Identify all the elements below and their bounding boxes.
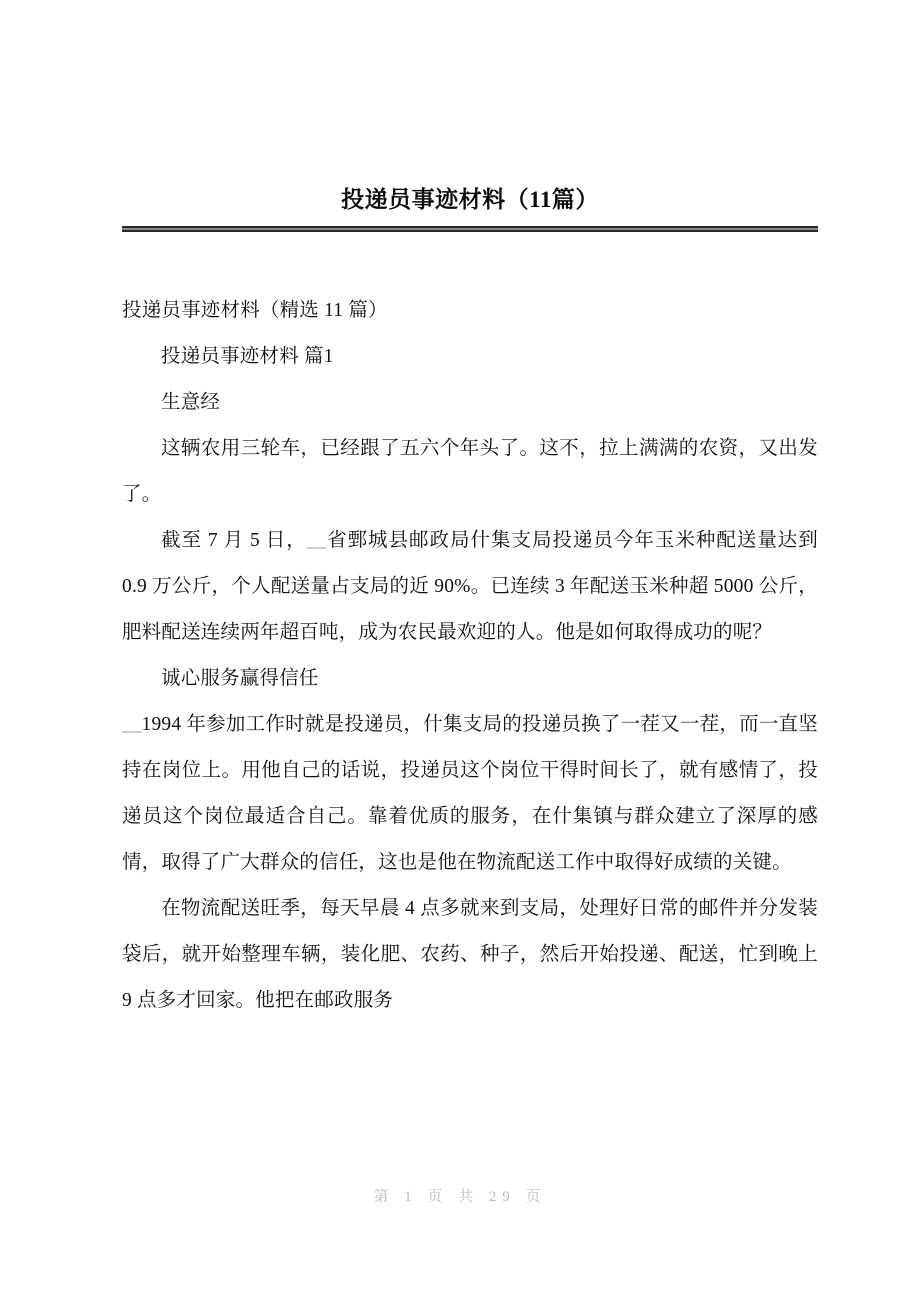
paragraph-2: 截至 7 月 5 日，__省鄄城县邮政局什集支局投递员今年玉米种配送量达到 0.9 万公斤，个人配送量占支局的近 90%。已连续 3 年配送玉米种超 5000 公斤，肥料配送连续两年超百吨，成为农民最欢迎的人。他是如何取得成功的呢？	[122, 530, 818, 643]
title-divider	[122, 226, 818, 232]
redacted-placeholder: __	[122, 714, 142, 735]
section-label: 投递员事迹材料 篇1	[161, 346, 334, 367]
paragraph-4: 在物流配送旺季，每天早晨 4 点多就来到支局，处理好日常的邮件并分发装袋后，就开始整理车辆，装化肥、农药、种子，然后开始投递、配送，忙到晚上 9 点多才回家。他把在邮政服务	[122, 898, 818, 1011]
heading-chengxinfuwu: 诚心服务赢得信任	[161, 668, 319, 689]
redacted-placeholder: __	[306, 530, 327, 551]
document-body	[122, 288, 818, 1024]
heading-shengyijing: 生意经	[161, 392, 221, 413]
page-number-text: 第 1 页 共 29 页	[373, 1189, 547, 1205]
paragraph-1: 这辆农用三轮车，已经跟了五六个年头了。这不，拉上满满的农资，又出发了。	[122, 438, 818, 505]
document-header	[122, 183, 818, 232]
document-subtitle: 投递员事迹材料（精选 11 篇）	[122, 300, 388, 321]
page-title: 投递员事迹材料（11篇）	[341, 187, 599, 212]
paragraph-3: __1994 年参加工作时就是投递员，什集支局的投递员换了一茬又一茬，而一直坚持在岗位上。用他自己的话说，投递员这个岗位干得时间长了，就有感情了，投递员这个岗位最适合自己。靠着优质的服务，在什集镇与群众建立了深厚的感情，取得了广大群众的信任，这也是他在物流配送工作中取得好成绩的关键。	[122, 714, 818, 873]
page-footer	[0, 1185, 920, 1206]
